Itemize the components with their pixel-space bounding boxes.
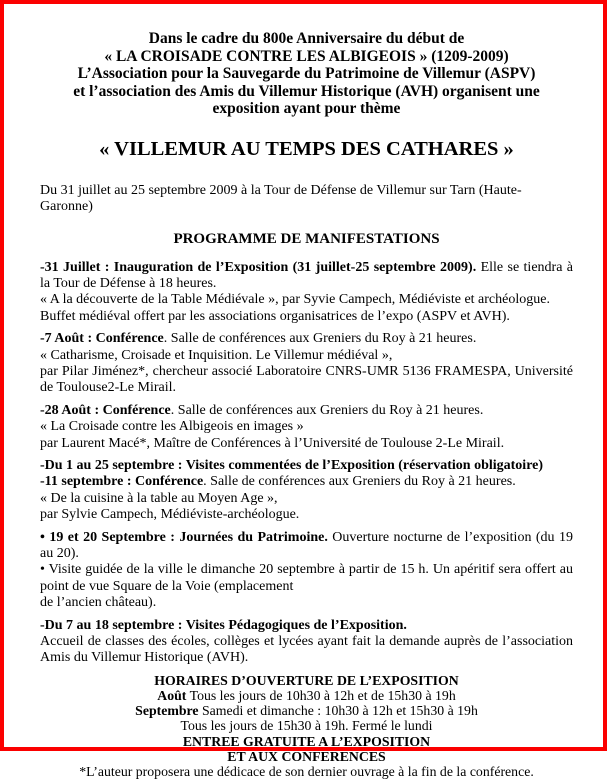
event-paragraph-text: Elle se tiendra à la Tour de Défense à 18 heures.: [40, 259, 574, 291]
event-block-7-18-septembre: [40, 618, 573, 667]
header-line: L’Association pour la Sauvegarde du Patrimoine de Villemur (ASPV): [77, 65, 536, 82]
document-header: [40, 30, 573, 118]
event-paragraph: [40, 260, 573, 293]
footer-line: [40, 718, 573, 733]
event-paragraph: [40, 530, 573, 563]
event-paragraph: [40, 634, 573, 667]
header-line: exposition ayant pour thème: [212, 100, 401, 117]
footer-line-bold: Septembre: [135, 703, 199, 719]
event-paragraph-text: par Pilar Jiménez*, chercheur associé Laboratoire CNRS-UMR 5136 FRAMESPA, Université de Toulouse2-Le Mirail.: [40, 363, 573, 396]
event-paragraph: [40, 403, 573, 419]
event-paragraph-text: . Salle de conférences aux Greniers du Roy à 21 heures.: [203, 474, 516, 490]
event-paragraph: [40, 436, 573, 452]
event-paragraph: [40, 364, 573, 397]
header-line: Dans le cadre du 800e Anniversaire du début de: [148, 30, 465, 47]
event-paragraph: [40, 474, 573, 490]
footer-line: [40, 688, 573, 703]
event-paragraph: [40, 458, 573, 474]
event-paragraph: [40, 491, 573, 507]
event-paragraph-text: . Salle de conférences aux Greniers du Roy à 21 heures.: [163, 331, 477, 347]
footer-line: [40, 749, 573, 764]
event-paragraph-bold: -Du 1 au 25 septembre : Visites commentées de l’Exposition (réservation obligatoire): [40, 457, 544, 473]
event-paragraph-bold: -28 Août : Conférence: [40, 402, 171, 418]
event-paragraph-bold: • 19 et 20 Septembre : Journées du Patrimoine.: [40, 529, 328, 545]
event-paragraph-text: Accueil de classes des écoles, collèges et lycées ayant fait la demande auprès de l’association Amis du Villemur Historique (AVH).: [40, 634, 573, 666]
event-block-19-20-septembre: [40, 530, 573, 612]
event-paragraph-text: Buffet médiéval offert par les associations organisatrices de l’expo (ASPV et AVH).: [40, 308, 510, 324]
event-paragraph-text: Ouverture nocturne de l’exposition (du 19 au 20).: [40, 529, 573, 561]
event-paragraph-text: « De la cuisine à la table au Moyen Age »,: [40, 490, 278, 506]
footer-line-bold: ENTREE GRATUITE A L’EXPOSITION: [182, 733, 431, 749]
header-line: « LA CROISADE CONTRE LES ALBIGEOIS » (1209-2009): [104, 47, 509, 65]
event-paragraph: [40, 507, 573, 523]
footer-line-text: *L’auteur proposera une dédicace de son dernier ouvrage à la fin de la conférence.: [79, 764, 534, 779]
event-paragraph-bold: -11 septembre : Conférence: [40, 474, 204, 490]
event-paragraph-text: « Catharisme, Croisade et Inquisition. Le Villemur médiéval »,: [40, 347, 393, 363]
footer-line: [40, 764, 573, 779]
event-paragraph-bold: -Du 7 au 18 septembre : Visites Pédagogiques de l’Exposition.: [40, 617, 407, 633]
header-line: et l’association des Amis du Villemur Historique (AVH) organisent une: [73, 82, 540, 100]
event-block-7-aout: [40, 331, 573, 397]
page-title: « VILLEMUR AU TEMPS DES CATHARES »: [99, 137, 514, 160]
footer-line-bold: ET AUX CONFERENCES: [227, 748, 386, 764]
event-paragraph: [40, 595, 573, 611]
event-paragraph: [40, 331, 573, 347]
event-paragraph: [40, 618, 573, 634]
event-paragraph-text: . Salle de conférences aux Greniers du Roy à 21 heures.: [170, 402, 484, 418]
event-paragraph-text: par Sylvie Campech, Médiéviste-archéologue.: [40, 507, 300, 523]
event-paragraph-bold: -31 Juillet : Inauguration de l’Exposition (31 juillet-25 septembre 2009).: [40, 259, 477, 275]
footer-line-bold: HORAIRES D’OUVERTURE DE L’EXPOSITION: [154, 672, 459, 688]
event-paragraph-text: • Visite guidée de la ville le dimanche 20 septembre à partir de 15 h. Un apéritif sera offert au point de vue Square de la Voie (emplacement: [40, 562, 573, 594]
event-paragraph-text: « A la découverte de la Table Médiévale », par Syvie Campech, Médiéviste et archéologue.: [40, 292, 550, 308]
event-paragraph: [40, 562, 573, 595]
event-paragraph: [40, 292, 573, 308]
opening-hours-footer: [40, 673, 573, 779]
event-paragraph: [40, 348, 573, 364]
footer-line-text: Samedi et dimanche : 10h30 à 12h et 15h30 à 19h: [198, 703, 478, 719]
footer-line-text: Tous les jours de 10h30 à 12h et de 15h30 à 19h: [186, 688, 456, 704]
footer-line: [40, 734, 573, 749]
events-list: [40, 260, 573, 667]
event-paragraph: [40, 419, 573, 435]
footer-line-bold: Août: [157, 688, 187, 704]
footer-line-text: Tous les jours de 15h30 à 19h. Fermé le lundi: [180, 718, 433, 734]
event-paragraph-text: de l’ancien château).: [40, 595, 157, 611]
footer-line: [40, 703, 573, 718]
event-paragraph-bold: -7 Août : Conférence: [40, 331, 164, 347]
program-heading: PROGRAMME DE MANIFESTATIONS: [173, 230, 440, 247]
event-block-28-aout: [40, 403, 573, 452]
event-block-31-juillet: [40, 260, 573, 326]
date-line: Du 31 juillet au 25 septembre 2009 à la Tour de Défense de Villemur sur Tarn (Haute-Garonne): [40, 182, 522, 214]
footer-line: [40, 673, 573, 688]
event-block-1-25-septembre: [40, 458, 573, 524]
event-paragraph: [40, 309, 573, 325]
event-paragraph-text: par Laurent Macé*, Maître de Conférences à l’Université de Toulouse 2-Le Mirail.: [40, 435, 505, 451]
event-paragraph-text: « La Croisade contre les Albigeois en images »: [40, 419, 304, 435]
